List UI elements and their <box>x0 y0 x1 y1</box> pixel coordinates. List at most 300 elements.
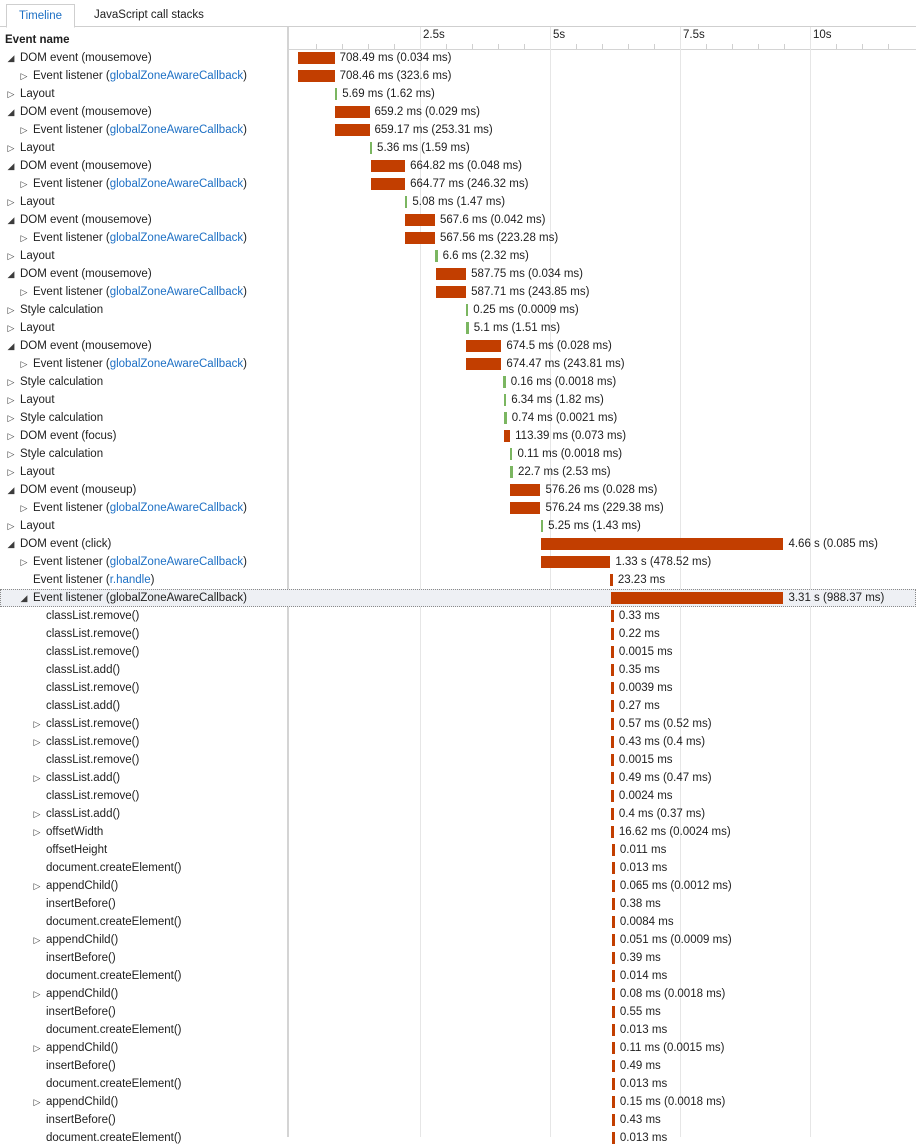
event-label-suffix: ) <box>243 178 247 190</box>
timeline-bar[interactable] <box>611 682 614 694</box>
event-name <box>46 679 139 697</box>
event-label: Layout <box>20 322 55 334</box>
event-label: DOM event (focus) <box>20 430 117 442</box>
expand-triangle-icon[interactable]: ▷ <box>33 935 41 945</box>
event-label: insertBefore() <box>46 1006 116 1018</box>
duration-label: 659.17 ms (253.31 ms) <box>374 124 493 136</box>
expand-triangle-icon[interactable]: ▷ <box>20 503 28 513</box>
event-name <box>46 787 139 805</box>
expand-triangle-icon[interactable]: ▷ <box>20 179 28 189</box>
event-row[interactable] <box>0 49 916 67</box>
timeline-bar[interactable] <box>612 1114 615 1126</box>
event-label-suffix: ) <box>243 502 247 514</box>
timeline-bar[interactable] <box>612 898 615 910</box>
event-name <box>20 445 103 463</box>
tab-timeline[interactable]: Timeline <box>6 4 75 28</box>
collapse-triangle-icon[interactable]: ◢ <box>7 539 15 549</box>
expand-triangle-icon[interactable]: ▷ <box>7 89 15 99</box>
event-name <box>33 571 154 589</box>
event-name <box>20 301 103 319</box>
event-row[interactable] <box>0 841 916 859</box>
expand-triangle-icon[interactable]: ▷ <box>33 989 41 999</box>
event-name <box>46 1057 116 1075</box>
timeline-bar[interactable] <box>611 808 614 820</box>
timeline-bar[interactable] <box>466 340 501 352</box>
duration-label: 0.013 ms <box>619 862 668 874</box>
duration-label: 674.5 ms (0.028 ms) <box>506 340 612 352</box>
event-label: appendChild() <box>46 1042 119 1054</box>
timeline-bar[interactable] <box>541 520 544 532</box>
timeline-bar[interactable] <box>541 538 783 550</box>
event-label: Event listener ( <box>33 556 110 568</box>
source-link[interactable]: globalZoneAwareCallback <box>109 286 244 298</box>
event-row[interactable] <box>0 355 916 373</box>
source-link[interactable]: r.handle <box>109 574 151 586</box>
expand-triangle-icon[interactable]: ▷ <box>7 197 15 207</box>
timeline-bar[interactable] <box>611 592 783 604</box>
event-name <box>20 319 55 337</box>
event-row[interactable] <box>0 607 916 625</box>
event-name <box>33 121 247 139</box>
timeline-bar[interactable] <box>612 1132 615 1144</box>
event-row[interactable] <box>0 679 916 697</box>
expand-triangle-icon[interactable]: ▷ <box>33 827 41 837</box>
timeline-bar[interactable] <box>612 988 615 1000</box>
expand-triangle-icon[interactable]: ▷ <box>20 287 28 297</box>
timeline-bar[interactable] <box>503 376 506 388</box>
event-row[interactable] <box>0 967 916 985</box>
duration-label: 576.24 ms (229.38 ms) <box>545 502 664 514</box>
timeline-bar[interactable] <box>466 304 469 316</box>
event-row[interactable] <box>0 949 916 967</box>
event-row[interactable] <box>0 751 916 769</box>
event-label: Style calculation <box>20 304 104 316</box>
event-row[interactable] <box>0 301 916 319</box>
event-name <box>20 391 55 409</box>
timeline-bar[interactable] <box>435 250 438 262</box>
expand-triangle-icon[interactable]: ▷ <box>20 359 28 369</box>
timeline-bar[interactable] <box>611 628 614 640</box>
event-row[interactable] <box>0 859 916 877</box>
timeline-bar[interactable] <box>335 124 369 136</box>
timeline-bar[interactable] <box>405 196 408 208</box>
event-row[interactable] <box>0 1021 916 1039</box>
event-row[interactable] <box>0 499 916 517</box>
timeline-bar[interactable] <box>335 106 369 118</box>
duration-label: 1.33 s (478.52 ms) <box>615 556 712 568</box>
duration-label: 4.66 s (0.085 ms) <box>788 538 878 550</box>
event-row[interactable] <box>0 553 916 571</box>
event-row[interactable] <box>0 319 916 337</box>
source-link[interactable]: globalZoneAwareCallback <box>109 178 244 190</box>
event-row[interactable] <box>0 283 916 301</box>
timeline-bar[interactable] <box>610 574 613 586</box>
event-label: document.createElement() <box>46 1078 182 1090</box>
timeline-bar[interactable] <box>611 646 614 658</box>
timeline-bar[interactable] <box>612 1042 615 1054</box>
expand-triangle-icon[interactable]: ▷ <box>33 737 41 747</box>
event-row[interactable] <box>0 445 916 463</box>
event-label: DOM event (mousemove) <box>20 268 152 280</box>
collapse-triangle-icon[interactable]: ◢ <box>7 161 15 171</box>
event-name <box>46 1075 182 1093</box>
timeline-bar[interactable] <box>612 934 615 946</box>
event-name <box>20 139 55 157</box>
timeline-bar[interactable] <box>371 178 406 190</box>
expand-triangle-icon[interactable]: ▷ <box>7 251 15 261</box>
duration-label: 6.34 ms (1.82 ms) <box>511 394 604 406</box>
event-row[interactable] <box>0 535 916 553</box>
source-link[interactable]: globalZoneAwareCallback <box>109 556 244 568</box>
event-row[interactable] <box>0 409 916 427</box>
duration-label: 0.39 ms <box>619 952 661 964</box>
event-name <box>46 643 139 661</box>
duration-label: 0.11 ms (0.0018 ms) <box>517 448 623 460</box>
timeline-bar[interactable] <box>541 556 610 568</box>
event-label: insertBefore() <box>46 898 116 910</box>
event-name <box>46 1021 182 1039</box>
timeline-bar[interactable] <box>612 1096 615 1108</box>
event-row[interactable] <box>0 139 916 157</box>
expand-triangle-icon[interactable]: ▷ <box>33 809 41 819</box>
event-label: Style calculation <box>20 448 104 460</box>
event-label: Event listener ( <box>33 178 110 190</box>
timeline-bar[interactable] <box>611 736 614 748</box>
event-label-suffix: ) <box>243 286 247 298</box>
event-label: insertBefore() <box>46 1114 116 1126</box>
timeline-bar[interactable] <box>510 502 540 514</box>
event-label: document.createElement() <box>46 970 182 982</box>
expand-triangle-icon[interactable]: ▷ <box>20 233 28 243</box>
source-link[interactable]: globalZoneAwareCallback <box>109 232 244 244</box>
expand-triangle-icon[interactable]: ▷ <box>7 467 15 477</box>
event-name <box>46 1129 182 1147</box>
timeline-bar[interactable] <box>436 286 467 298</box>
event-row[interactable] <box>0 823 916 841</box>
expand-triangle-icon[interactable]: ▷ <box>33 881 41 891</box>
event-label: Layout <box>20 520 55 532</box>
expand-triangle-icon[interactable]: ▷ <box>7 395 15 405</box>
event-label: Event listener ( <box>33 70 110 82</box>
event-row[interactable] <box>0 229 916 247</box>
event-name-column-header[interactable]: Event name <box>5 34 70 46</box>
duration-label: 0.0039 ms <box>618 682 673 694</box>
event-row[interactable] <box>0 769 916 787</box>
duration-label: 0.051 ms (0.0009 ms) <box>619 934 732 946</box>
event-label-suffix: ) <box>150 574 155 586</box>
event-row[interactable] <box>0 1129 916 1147</box>
event-row[interactable] <box>0 589 916 607</box>
timeline-bar[interactable] <box>298 52 335 64</box>
duration-label: 0.57 ms (0.52 ms) <box>618 718 712 730</box>
event-name <box>20 49 152 67</box>
timeline-bar[interactable] <box>611 772 614 784</box>
event-name <box>20 265 152 283</box>
source-link[interactable]: globalZoneAwareCallback <box>109 124 244 136</box>
timeline-bar[interactable] <box>466 322 469 334</box>
expand-triangle-icon[interactable]: ▷ <box>33 773 41 783</box>
event-row[interactable] <box>0 211 916 229</box>
event-label: classList.remove() <box>46 682 140 694</box>
event-name <box>46 823 103 841</box>
event-name <box>20 337 152 355</box>
event-row[interactable] <box>0 427 916 445</box>
expand-triangle-icon[interactable]: ▷ <box>7 377 15 387</box>
event-label: Layout <box>20 250 55 262</box>
event-label: DOM event (mousemove) <box>20 106 152 118</box>
event-row[interactable] <box>0 571 916 589</box>
expand-triangle-icon[interactable]: ▷ <box>7 323 15 333</box>
event-label: Event listener ( <box>33 124 110 136</box>
duration-label: 0.011 ms <box>619 844 667 856</box>
event-row[interactable] <box>0 175 916 193</box>
event-name <box>33 553 247 571</box>
timeline-bar[interactable] <box>298 70 335 82</box>
event-name <box>20 157 152 175</box>
collapse-triangle-icon[interactable]: ◢ <box>7 341 15 351</box>
timeline-bar[interactable] <box>611 610 614 622</box>
event-row[interactable] <box>0 1039 916 1057</box>
timeline-bar[interactable] <box>611 754 614 766</box>
event-label: Event listener ( <box>33 358 110 370</box>
event-label-suffix: ) <box>243 124 247 136</box>
timeline-bar[interactable] <box>504 394 507 406</box>
timeline-bar[interactable] <box>611 790 614 802</box>
event-row[interactable] <box>0 391 916 409</box>
event-row[interactable] <box>0 481 916 499</box>
duration-label: 674.47 ms (243.81 ms) <box>506 358 625 370</box>
event-row[interactable] <box>0 1093 916 1111</box>
expand-triangle-icon[interactable]: ▷ <box>7 413 15 423</box>
duration-label: 0.33 ms <box>618 610 660 622</box>
collapse-triangle-icon[interactable]: ◢ <box>7 53 15 63</box>
event-label: Event listener ( <box>33 232 110 244</box>
duration-label: 0.014 ms <box>619 970 668 982</box>
event-row[interactable] <box>0 913 916 931</box>
timeline-bar[interactable] <box>370 142 373 154</box>
event-row[interactable] <box>0 697 916 715</box>
event-name <box>33 67 247 85</box>
event-row[interactable] <box>0 103 916 121</box>
event-name <box>46 751 139 769</box>
event-name <box>46 625 139 643</box>
expand-triangle-icon[interactable]: ▷ <box>20 557 28 567</box>
event-label: Style calculation <box>20 376 104 388</box>
duration-label: 0.25 ms (0.0009 ms) <box>473 304 579 316</box>
timeline-bar[interactable] <box>612 1006 615 1018</box>
event-label: appendChild() <box>46 934 119 946</box>
event-row[interactable] <box>0 1111 916 1129</box>
event-row[interactable] <box>0 85 916 103</box>
event-name <box>33 355 247 373</box>
expand-triangle-icon[interactable]: ▷ <box>7 143 15 153</box>
event-row[interactable] <box>0 733 916 751</box>
expand-triangle-icon[interactable]: ▷ <box>7 449 15 459</box>
duration-label: 0.15 ms (0.0018 ms) <box>619 1096 726 1108</box>
source-link[interactable]: globalZoneAwareCallback <box>109 502 244 514</box>
event-label: classList.remove() <box>46 628 140 640</box>
collapse-triangle-icon[interactable]: ◢ <box>7 269 15 279</box>
event-label: DOM event (mousemove) <box>20 160 152 172</box>
ruler-tick-label: 2.5s <box>423 29 445 41</box>
duration-label: 0.16 ms (0.0018 ms) <box>510 376 617 388</box>
timeline-bar[interactable] <box>611 664 614 676</box>
event-row[interactable] <box>0 877 916 895</box>
event-label: insertBefore() <box>46 1060 116 1072</box>
event-row[interactable] <box>0 643 916 661</box>
timeline-bar[interactable] <box>335 88 338 100</box>
collapse-triangle-icon[interactable]: ◢ <box>7 215 15 225</box>
collapse-triangle-icon[interactable]: ◢ <box>7 485 15 495</box>
event-name <box>46 877 118 895</box>
event-label: DOM event (mouseup) <box>20 484 137 496</box>
timeline-bar[interactable] <box>510 466 513 478</box>
event-label: Layout <box>20 88 55 100</box>
source-link[interactable]: globalZoneAwareCallback <box>109 70 244 82</box>
event-name <box>46 715 139 733</box>
duration-label: 0.0015 ms <box>618 646 673 658</box>
duration-label: 664.82 ms (0.048 ms) <box>410 160 523 172</box>
timeline-bar[interactable] <box>612 844 615 856</box>
expand-triangle-icon[interactable]: ▷ <box>7 305 15 315</box>
timeline-bar[interactable] <box>612 916 615 928</box>
event-name <box>20 103 152 121</box>
duration-label: 5.25 ms (1.43 ms) <box>548 520 641 532</box>
event-name <box>20 463 55 481</box>
ruler-tick-label: 5s <box>553 29 566 41</box>
event-row[interactable] <box>0 1003 916 1021</box>
event-label: offsetHeight <box>46 844 108 856</box>
duration-label: 5.1 ms (1.51 ms) <box>473 322 561 334</box>
duration-label: 0.11 ms (0.0015 ms) <box>619 1042 725 1054</box>
event-label: DOM event (mousemove) <box>20 52 152 64</box>
expand-triangle-icon[interactable]: ▷ <box>20 71 28 81</box>
expand-triangle-icon[interactable]: ▷ <box>7 521 15 531</box>
duration-label: 576.26 ms (0.028 ms) <box>545 484 658 496</box>
event-row[interactable] <box>0 193 916 211</box>
event-name <box>46 895 116 913</box>
event-row[interactable] <box>0 517 916 535</box>
timeline-bar[interactable] <box>371 160 406 172</box>
timeline-bar[interactable] <box>612 880 615 892</box>
event-row[interactable] <box>0 985 916 1003</box>
event-row[interactable] <box>0 661 916 679</box>
event-name <box>33 283 247 301</box>
timeline-bar[interactable] <box>466 358 501 370</box>
timeline-bar[interactable] <box>510 484 540 496</box>
duration-label: 587.75 ms (0.034 ms) <box>471 268 584 280</box>
collapse-triangle-icon[interactable]: ◢ <box>20 593 28 603</box>
event-row[interactable] <box>0 1075 916 1093</box>
timeline-bar[interactable] <box>510 448 513 460</box>
event-label: insertBefore() <box>46 952 116 964</box>
timeline-bar[interactable] <box>405 232 435 244</box>
event-row[interactable] <box>0 373 916 391</box>
duration-label: 0.49 ms (0.47 ms) <box>618 772 712 784</box>
timeline-bar[interactable] <box>612 1078 615 1090</box>
event-row[interactable] <box>0 67 916 85</box>
event-name <box>46 733 139 751</box>
timeline-bar[interactable] <box>436 268 467 280</box>
duration-label: 0.38 ms <box>619 898 661 910</box>
event-row[interactable] <box>0 895 916 913</box>
event-name <box>46 769 120 787</box>
event-label: document.createElement() <box>46 1024 182 1036</box>
duration-label: 708.49 ms (0.034 ms) <box>339 52 452 64</box>
timeline-bar[interactable] <box>612 970 615 982</box>
event-label: classList.add() <box>46 808 121 820</box>
event-row[interactable] <box>0 625 916 643</box>
collapse-triangle-icon[interactable]: ◢ <box>7 107 15 117</box>
event-row[interactable] <box>0 247 916 265</box>
duration-label: 0.49 ms <box>619 1060 661 1072</box>
duration-label: 0.065 ms (0.0012 ms) <box>619 880 732 892</box>
event-row[interactable] <box>0 265 916 283</box>
duration-label: 659.2 ms (0.029 ms) <box>374 106 480 118</box>
event-name <box>46 949 116 967</box>
timeline-bar[interactable] <box>611 718 614 730</box>
duration-label: 0.013 ms <box>619 1078 668 1090</box>
tab-javascript-call-stacks[interactable]: JavaScript call stacks <box>94 9 204 21</box>
expand-triangle-icon[interactable]: ▷ <box>33 719 41 729</box>
event-name <box>46 967 182 985</box>
timeline-bar[interactable] <box>611 826 614 838</box>
event-label: Layout <box>20 196 55 208</box>
duration-label: 0.43 ms <box>619 1114 661 1126</box>
event-name <box>46 1111 116 1129</box>
event-row[interactable] <box>0 157 916 175</box>
event-row[interactable] <box>0 931 916 949</box>
event-row[interactable] <box>0 787 916 805</box>
event-label: classList.add() <box>46 700 121 712</box>
timeline-bar[interactable] <box>504 430 510 442</box>
event-label: appendChild() <box>46 988 119 1000</box>
expand-triangle-icon[interactable]: ▷ <box>33 1097 41 1107</box>
event-label: Layout <box>20 394 55 406</box>
timeline-bar[interactable] <box>612 862 615 874</box>
event-name <box>33 175 247 193</box>
event-name <box>46 859 182 877</box>
duration-label: 22.7 ms (2.53 ms) <box>517 466 611 478</box>
event-row[interactable] <box>0 463 916 481</box>
timeline-bar[interactable] <box>504 412 507 424</box>
timeline-bar[interactable] <box>612 952 615 964</box>
event-label: classList.remove() <box>46 610 140 622</box>
event-name <box>20 211 152 229</box>
event-row[interactable] <box>0 1057 916 1075</box>
timeline-bar[interactable] <box>405 214 435 226</box>
event-row[interactable] <box>0 121 916 139</box>
expand-triangle-icon[interactable]: ▷ <box>7 431 15 441</box>
source-link[interactable]: globalZoneAwareCallback <box>109 358 244 370</box>
event-label: Event listener ( <box>33 574 110 586</box>
event-name <box>46 1003 116 1021</box>
timeline-bar[interactable] <box>612 1060 615 1072</box>
timeline-bar[interactable] <box>612 1024 615 1036</box>
event-row[interactable] <box>0 805 916 823</box>
event-label: classList.add() <box>46 772 121 784</box>
expand-triangle-icon[interactable]: ▷ <box>33 1043 41 1053</box>
event-label: Event listener ( <box>33 286 110 298</box>
event-name <box>20 481 136 499</box>
event-name <box>20 535 111 553</box>
expand-triangle-icon[interactable]: ▷ <box>20 125 28 135</box>
duration-label: 0.0015 ms <box>618 754 673 766</box>
event-label: document.createElement() <box>46 1132 182 1144</box>
event-row[interactable] <box>0 337 916 355</box>
event-row[interactable] <box>0 715 916 733</box>
timeline-bar[interactable] <box>611 700 614 712</box>
